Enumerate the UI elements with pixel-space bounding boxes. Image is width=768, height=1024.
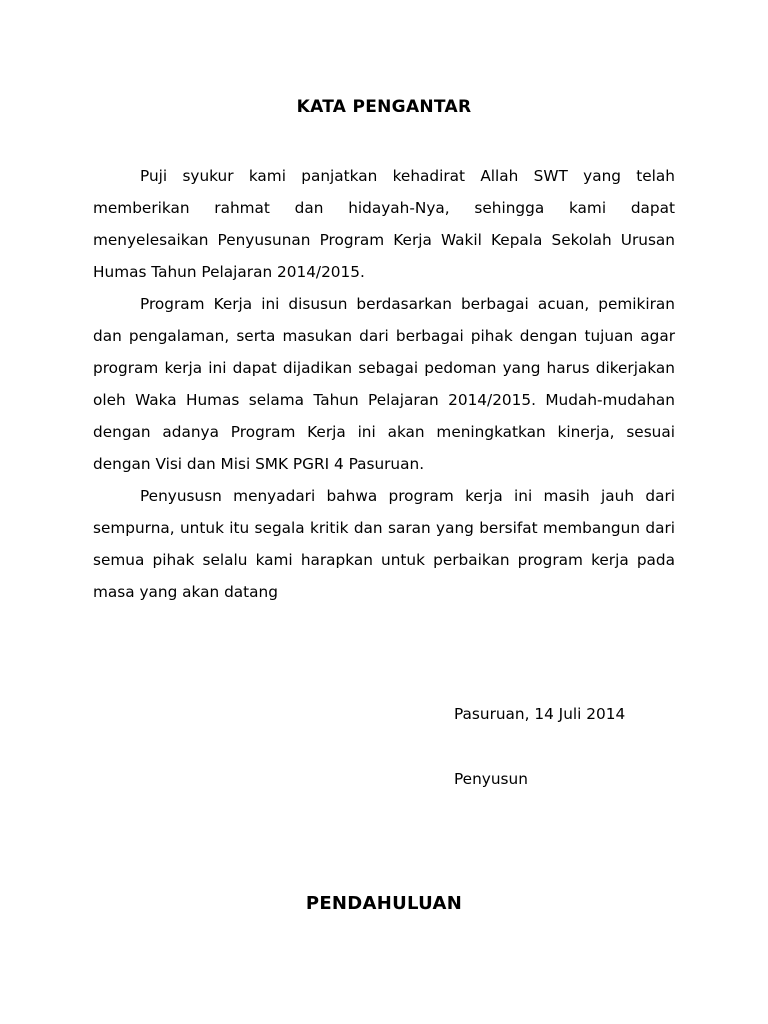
- signature-place-date: Pasuruan, 14 Juli 2014: [454, 705, 626, 723]
- page-title: KATA PENGANTAR: [296, 97, 472, 117]
- paragraph-2: Program Kerja ini disusun berdasarkan berbagai acuan, pemikiran dan pengalaman, serta masukan dari berbagai pihak dengan tujuan agar program kerja ini dapat dijadikan sebagai pedoman yang harus dikerjakan oleh Waka Humas selama Tahun Pelajaran 2014/2015. Mudah-mudahan dengan adanya Program Kerja ini akan meningkatkan kinerja, sesuai dengan Visi dan Misi SMK PGRI 4 Pasuruan.: [93, 295, 675, 473]
- body-text: [93, 160, 675, 608]
- paragraph-3: Penyususn menyadari bahwa program kerja ini masih jauh dari sempurna, untuk itu segala kritik dan saran yang bersifat membangun dari semua pihak selalu kami harapkan untuk perbaikan program kerja pada masa yang akan datang: [93, 487, 675, 601]
- section-title: PENDAHULUAN: [305, 893, 463, 914]
- paragraph-1: Puji syukur kami panjatkan kehadirat Allah SWT yang telah memberikan rahmat dan hidayah-Nya, sehingga kami dapat menyelesaikan Penyusunan Program Kerja Wakil Kepala Sekolah Urusan Humas Tahun Pelajaran 2014/2015.: [93, 167, 675, 281]
- signature-role: Penyusun: [454, 770, 528, 788]
